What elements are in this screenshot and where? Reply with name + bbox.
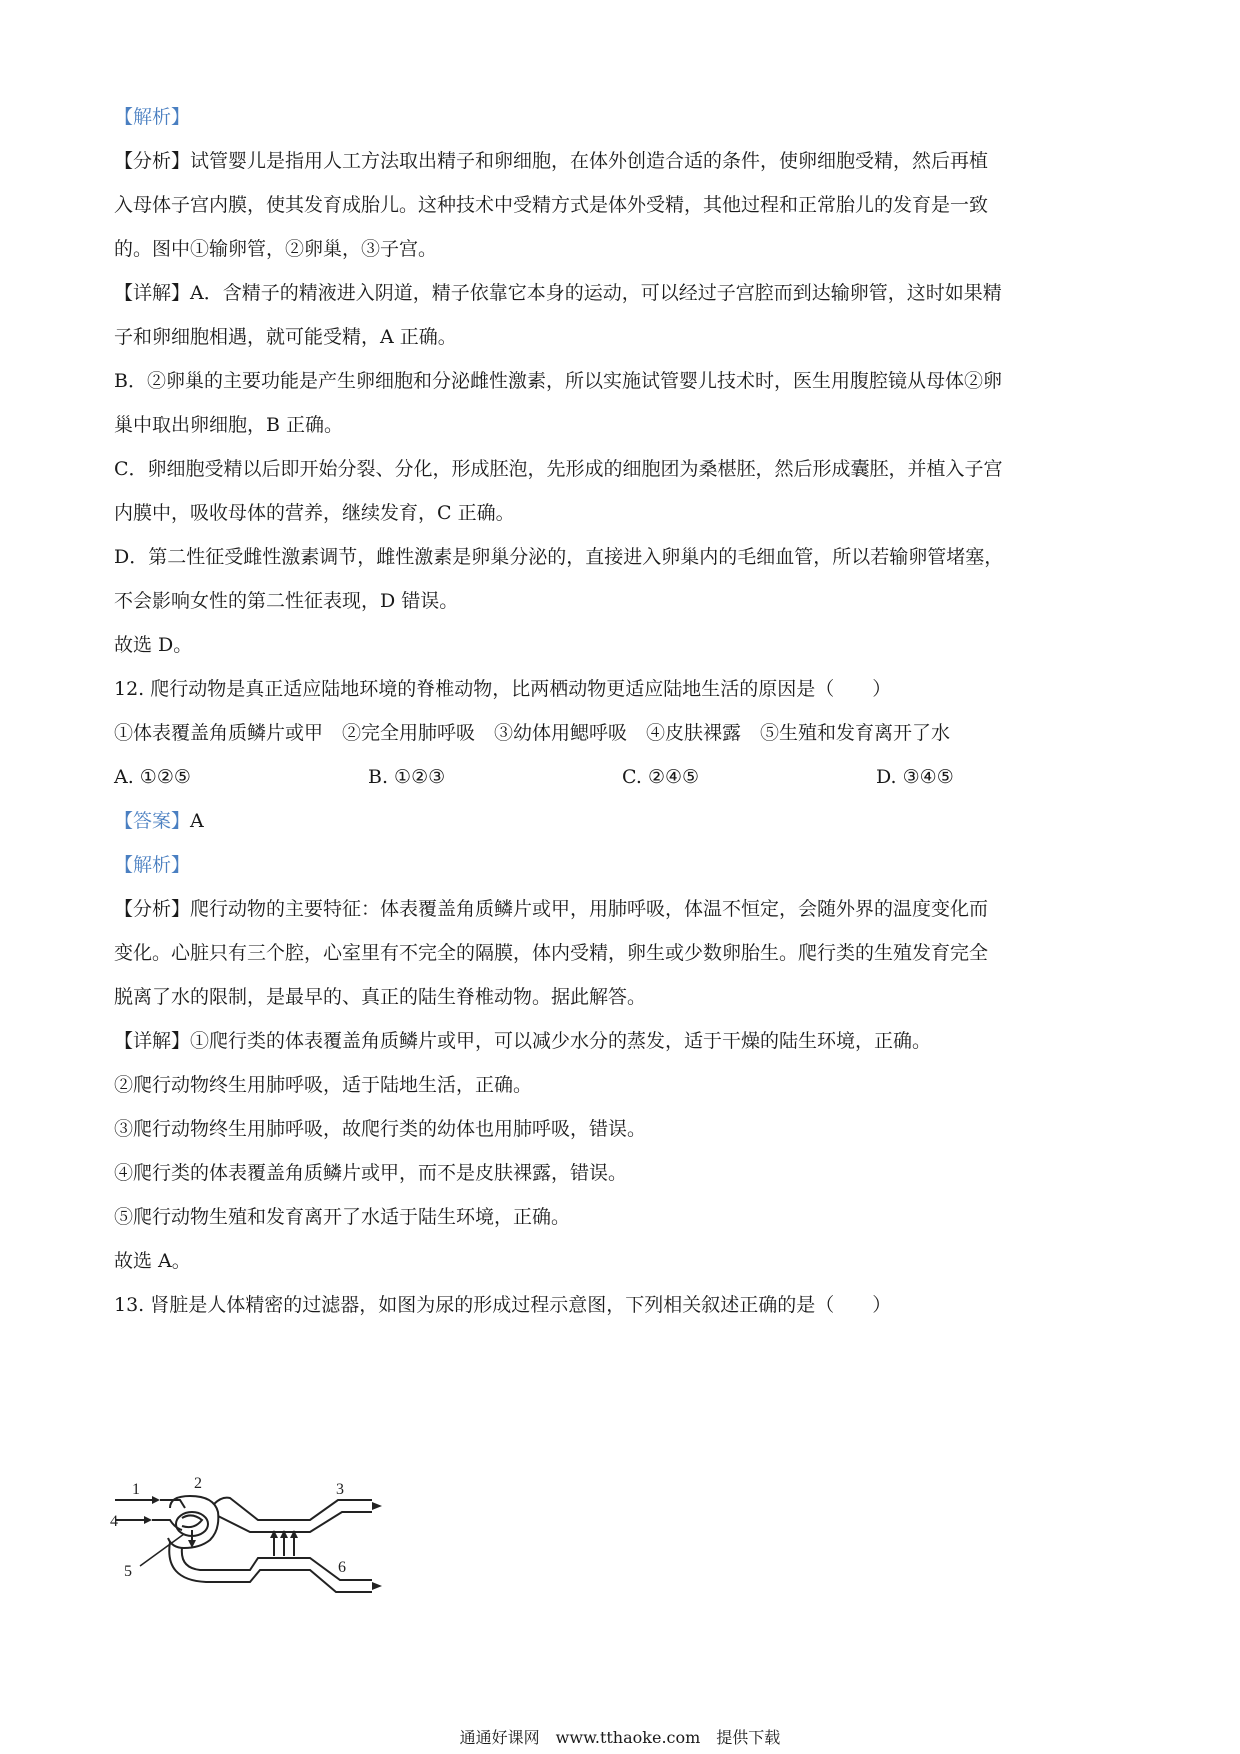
arrow-4-head — [144, 1516, 152, 1524]
q12-xiangjie-line-5: ⑤爬行动物生殖和发育离开了水适于陆生环境，正确。 — [114, 1206, 571, 1228]
q11-a-line-2: 子和卵细胞相遇，就可能受精，A 正确。 — [114, 326, 457, 348]
q12-answer — [114, 808, 1134, 834]
q12-xiangjie-line-2: ②爬行动物终生用肺呼吸，适于陆地生活，正确。 — [114, 1074, 533, 1096]
xiangjie-tag: 【详解】 — [114, 282, 191, 304]
q11-c-line-2: 内膜中，吸收母体的营养，继续发育，C 正确。 — [114, 502, 515, 524]
label-5-leader — [140, 1534, 184, 1566]
q13-stem: 13. 肾脏是人体精密的过滤器，如图为尿的形成过程示意图，下列相关叙述正确的是（ ） — [114, 1294, 892, 1316]
q11-b-line-2: 巢中取出卵细胞，B 正确。 — [114, 414, 344, 436]
q11-b-line-1: B．②卵巢的主要功能是产生卵细胞和分泌雌性激素，所以实施试管婴儿技术时，医生用腹腔镜从母体②卵 — [114, 370, 1002, 392]
q11-d-line-1: D．第二性征受雌性激素调节，雌性激素是卵巢分泌的，直接进入卵巢内的毛细血管，所以若输卵管堵塞， — [114, 546, 1004, 568]
q12-jiexi-heading — [114, 852, 1134, 878]
q12-items: ①体表覆盖角质鳞片或甲 ②完全用肺呼吸 ③幼体用鳃呼吸 ④皮肤裸露 ⑤生殖和发育离开了水 — [114, 722, 951, 744]
q11-fenxi-line-1 — [114, 148, 1134, 174]
arrow-1-head — [152, 1496, 160, 1504]
jiexi-tag: 【解析】 — [114, 854, 191, 876]
q12-fenxi-line-1 — [114, 896, 1134, 922]
q12-option-a: A. ①②⑤ — [114, 766, 191, 788]
tubule-inner — [218, 1512, 372, 1532]
q12-conclusion: 故选 A。 — [114, 1250, 191, 1272]
q11-c-line-1: C．卵细胞受精以后即开始分裂、分化，形成胚泡，先形成的细胞团为桑椹胚，然后形成囊胚，并植入子宫 — [114, 458, 1003, 480]
label-6: 6 — [338, 1559, 346, 1576]
xiangjie-text: ①爬行类的体表覆盖角质鳞片或甲，可以减少水分的蒸发，适于干燥的陆生环境，正确。 — [190, 1030, 932, 1052]
q11-xiangjie-a-line-1 — [114, 280, 1134, 306]
option-a-text: A．含精子的精液进入阴道，精子依靠它本身的运动，可以经过子宫腔而到达输卵管，这时如果精 — [190, 282, 1002, 304]
answer-value: A — [190, 810, 204, 832]
q12-xiangjie-line-4: ④爬行类的体表覆盖角质鳞片或甲，而不是皮肤裸露，错误。 — [114, 1162, 628, 1184]
q11-fenxi-line-3: 的。图中①输卵管，②卵巢，③子宫。 — [114, 238, 438, 260]
q12-xiangjie-line-3: ③爬行动物终生用肺呼吸，故爬行类的幼体也用肺呼吸，错误。 — [114, 1118, 647, 1140]
q12-fenxi-line-2: 变化。心脏只有三个腔，心室里有不完全的隔膜，体内受精，卵生或少数卵胎生。爬行类的生殖发育完全 — [114, 942, 989, 964]
arrow-6-head — [372, 1582, 382, 1590]
label-5: 5 — [124, 1563, 132, 1580]
answer-tag: 【答案】 — [114, 810, 191, 832]
q12-xiangjie-line-1 — [114, 1028, 1134, 1054]
urine-formation-diagram — [110, 1468, 430, 1598]
fenxi-tag: 【分析】 — [114, 898, 191, 920]
q12-option-b: B. ①②③ — [368, 766, 446, 788]
fenxi-tag: 【分析】 — [114, 150, 191, 172]
glomerulus-loop — [182, 1515, 202, 1527]
fenxi-text: 试管婴儿是指用人工方法取出精子和卵细胞，在体外创造合适的条件，使卵细胞受精，然后再植 — [190, 150, 989, 172]
q11-fenxi-line-2: 入母体子宫内膜，使其发育成胎儿。这种技术中受精方式是体外受精，其他过程和正常胎儿的发育是一致 — [114, 194, 989, 216]
page-footer: 通通好课网 www.tthaoke.com 提供下载 — [459, 1728, 781, 1747]
q12-option-c: C. ②④⑤ — [622, 766, 700, 788]
xiangjie-tag: 【详解】 — [114, 1030, 191, 1052]
fenxi-text: 爬行动物的主要特征：体表覆盖角质鳞片或甲，用肺呼吸，体温不恒定，会随外界的温度变化而 — [190, 898, 989, 920]
q11-jiexi-heading — [114, 104, 1134, 130]
label-3: 3 — [336, 1481, 344, 1498]
label-2: 2 — [194, 1475, 202, 1492]
q11-d-line-2: 不会影响女性的第二性征表现，D 错误。 — [114, 590, 459, 612]
tubule-upper — [214, 1498, 372, 1520]
q12-stem: 12. 爬行动物是真正适应陆地环境的脊椎动物，比两栖动物更适应陆地生活的原因是（ ） — [114, 678, 892, 700]
q11-conclusion: 故选 D。 — [114, 634, 193, 656]
label-4: 4 — [110, 1513, 118, 1530]
jiexi-tag: 【解析】 — [114, 106, 191, 128]
label-1: 1 — [132, 1481, 140, 1498]
q12-option-d: D. ③④⑤ — [876, 766, 954, 788]
q12-fenxi-line-3: 脱离了水的限制，是最早的、真正的陆生脊椎动物。据此解答。 — [114, 986, 647, 1008]
